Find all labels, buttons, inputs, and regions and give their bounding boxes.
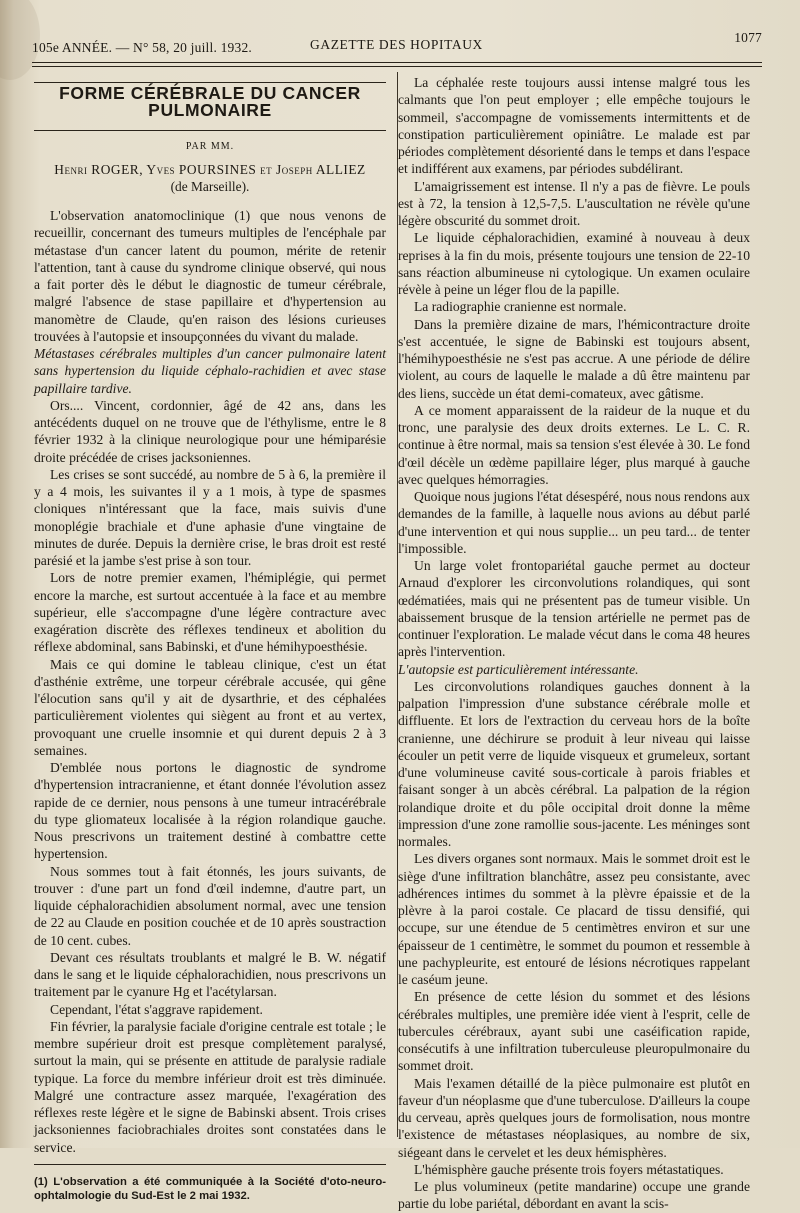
paragraph: La céphalée reste toujours aussi intense malgré tous les calmants que l'on peut employer ; elle empêche toujours le sommeil, s'accompagne de vomissements intermittents et de constipation particulièrement opiniâtre. Le malade est par périodes complètement désorienté dans le temps et dans l'espace et indifférent aux examens, par périodes subdélirant. xyxy=(398,75,750,177)
intro-paragraph: L'observation anatomoclinique (1) que nous venons de recueillir, concernant des tumeurs multiples de l'encéphale par métastase d'un cancer latent du poumon, mérite de retenir l'attention, tant à cause du syndrome clinique observé, qui nous a fait porter dès le début le diagnostic de tumeur cérébrale, malgré l'absence de stase papillaire et d'hypertension au manomètre de Claude, qu'en raison des lésions curieuses trouvées à l'autopsie et insoupçonnées du vivant du malade. xyxy=(34,208,386,344)
running-header xyxy=(32,30,762,58)
paragraph: A ce moment apparaissent de la raideur de la nuque et du tronc, une paralysie des deux droits externes. Le L. C. R. continue à être normal, mais sa tension s'est élevée à 30. Le fond d'œil décèle un œdème papillaire léger, plus marqué à gauche avec quelques hémorragies. xyxy=(398,402,750,487)
right-column xyxy=(398,74,750,1213)
paragraph: Les circonvolutions rolandiques gauches donnent à la palpation l'impression d'une substance cérébrale molle et diffluente. Et lors de l'extraction du cerveau hors de la boîte cranienne, une déchirure se produit à leur niveau qui laisse écouler un petit verre de liquide visqueux et grumeleux, sortant d'une volumineuse cavité sous-corticale à parois friables et faisant songer à un abcès cérébral. La palpation de la région rolandique droite et du pôle occipital droit donne la même impression d'une zone ramollie sous-jacente. Les méninges sont normales. xyxy=(398,678,750,849)
paragraph: Les divers organes sont normaux. Mais le sommet droit est le siège d'une infiltration blanchâtre, assez peu consistante, avec adhérences intimes du sommet à la plèvre épaissie et de la plèvre à la paroi costale. Ce placard de tissu densifié, qui occupe, sur une étendue de 5 centimètres environ et sur une épaisseur de 1 centimètre, le sommet du poumon et ressemble à une pachypleurite, est entouré de lésions nécrotiques rappelant le caséum jeune. xyxy=(398,851,750,987)
left-column xyxy=(34,72,386,1203)
issue-info: 105e ANNÉE. — N° 58, 20 juill. 1932. xyxy=(32,40,252,55)
paragraph: La radiographie cranienne est normale. xyxy=(414,299,627,315)
paragraph: En présence de cette lésion du sommet et des lésions cérébrales multiples, une première idée vient à l'esprit, celle de tubercules cérébraux, ayant subi une caséification rapide, consécutifs à une infiltration tuberculeuse pleuropulmonaire du sommet droit. xyxy=(398,989,750,1074)
journal-name: GAZETTE DES HOPITAUX xyxy=(310,37,483,52)
case-report-left xyxy=(34,397,386,1156)
byline-par: PAR MM. xyxy=(185,140,235,152)
section-subtitle: Métastases cérébrales multiples d'un cancer pulmonaire latent sans hypertension du liquide céphalo-rachidien et avec stase papillaire tardive. xyxy=(34,346,386,396)
paragraph: Ors.... Vincent, cordonnier, âgé de 42 ans, dans les antécédents duquel on ne trouve que de l'éthylisme, entre le 8 février 1932 à la clinique neurologique pour une hémiparésie droite précédée de crises jacksoniennes. xyxy=(34,397,386,465)
header-rule-thin xyxy=(32,66,762,67)
title-rule-bottom xyxy=(34,130,386,131)
authors-city: (de Marseille). xyxy=(170,178,250,194)
page-number: 1077 xyxy=(734,30,762,45)
paragraph: Quoique nous jugions l'état désespéré, nous nous rendons aux demandes de la famille, à laquelle nous avions au début parlé d'une intervention et qui nous supplie... un peu tard... de tenter l'impossible. xyxy=(398,489,750,556)
header-rule xyxy=(32,62,762,63)
footnote: (1) L'observation a été communiquée à la Société d'oto-neuro-ophtalmologie du Sud-Est le 2 mai 1932. xyxy=(34,1175,386,1202)
paragraph: Mais ce qui domine le tableau clinique, c'est un état d'asthénie extrême, une torpeur cérébrale accusée, qui gêne l'élocution sans qu'il y ait de dysarthrie, et des céphalées particulièrement violentes qui siègent au front et au vertex, provoquant une cruelle insomnie et qui durent depuis 2 à 3 semaines. xyxy=(34,656,386,758)
paragraph: Le plus volumineux (petite mandarine) occupe une grande partie du lobe pariétal, débordant en avant la scis- xyxy=(398,1179,750,1212)
paragraph: D'emblée nous portons le diagnostic de syndrome d'hypertension intracranienne, et étant donnée l'évolution assez rapide de ce dernier, nous pensons à une tumeur intracérébrale du type gliomateux localisée à la région rolandique gauche. Nous prescrivons un traitement destiné à combattre cette hypertension. xyxy=(34,760,386,862)
paragraph: Dans la première dizaine de mars, l'hémicontracture droite s'est accentuée, le signe de Babinski est toujours absent, l'hémihypoesthésie ne s'est pas accrue. A une période de délire violent, au cours de laquelle le malade a dû être maintenu par des liens, succède un état demi-comateux, avec gâtisme. xyxy=(398,316,750,401)
paragraph: Les crises se sont succédé, au nombre de 5 à 6, la première il y a 4 mois, les suivantes il y a 1 mois, à type de spasmes cloniques n'intéressant que la face, mais suivis d'une monoplégie brachiale et d'une aphasie d'une vingtaine de minutes de durée. Depuis la dernière crise, le bras droit est resté parésié et la jambe s'est prise à son tour. xyxy=(34,466,386,568)
paragraph: Cependant, l'état s'aggrave rapidement. xyxy=(50,1001,263,1017)
paragraph: L'amaigrissement est intense. Il n'y a pas de fièvre. Le pouls est à 72, la tension à 12,5-7,5. L'auscultation ne révèle qu'une légère obscurité du sommet droit. xyxy=(398,178,750,228)
article-title: FORME CÉRÉBRALE DU CANCER PULMONAIRE xyxy=(59,83,361,121)
case-report-right xyxy=(398,74,750,661)
autopsy-report xyxy=(398,678,750,1213)
paragraph: Un large volet frontopariétal gauche permet au docteur Arnaud d'explorer les circonvolutions rolandiques, qui sont œdématiées, mais qui ne présentent pas de tumeur visible. Un abaissement brusque de la tension artérielle ne permet pas de continuer l'exploration. Le malade vécut dans le coma 48 heures après l'intervention. xyxy=(398,558,750,660)
autopsy-subtitle: L'autopsie est particulièrement intéressante. xyxy=(398,661,639,677)
paragraph: L'hémisphère gauche présente trois foyers métastatiques. xyxy=(414,1161,724,1177)
paragraph: Mais l'examen détaillé de la pièce pulmonaire est plutôt en faveur d'un néoplasme que d'une tuberculose. D'ailleurs la coupe du cerveau, après quelques jours de formolisation, nous montre l'existence de métastases néoplasiques, au nombre de six, siégeant dans le cervelet et les deux hémisphères. xyxy=(398,1075,750,1160)
paragraph: Le liquide céphalorachidien, examiné à nouveau à deux reprises à la fin du mois, présente toujours une tension de 22-10 sans réaction albumineuse ni cytologique. Un examen oculaire révèle à peine un léger flou de la papille. xyxy=(398,230,750,297)
paragraph: Fin février, la paralysie faciale d'origine centrale est totale ; le membre supérieur droit est presque complètement paralysé, surtout la main, qui se présente en attitude de paralysie radiale typique. La force du membre inférieur droit est très diminuée. Malgré une contracture assez marquée, l'exagération des réflexes reste légère et le signe de Babinski absent. Trois crises jacksoniennes faciobrachiales droites sont constatées dans le service. xyxy=(34,1018,386,1155)
paragraph: Lors de notre premier examen, l'hémiplégie, qui permet encore la marche, est surtout accentuée à la face et au membre supérieur, elle s'accompagne d'une légère contracture avec exagération discrète des réflexes tendineux et abolition du réflexe abdominal, sans Babinski, et d'une hémihypoesthésie. xyxy=(34,570,386,655)
paragraph: Nous sommes tout à fait étonnés, les jours suivants, de trouver : d'une part un fond d'œil indemne, d'autre part, un liquide céphalorachidien absolument normal, avec une tension de 22 au Claude en position couchée et de 10 après soustraction de 10 cent. cubes. xyxy=(34,863,386,948)
authors: Henri ROGER, Yves POURSINES et Joseph ALLIEZ xyxy=(54,161,366,177)
paragraph: Devant ces résultats troublants et malgré le B. W. négatif dans le sang et le liquide céphalorachidien, nous prescrivons un traitement par le cyanure Hg et l'acétylarsan. xyxy=(34,949,386,1000)
footnote-rule xyxy=(34,1164,386,1165)
